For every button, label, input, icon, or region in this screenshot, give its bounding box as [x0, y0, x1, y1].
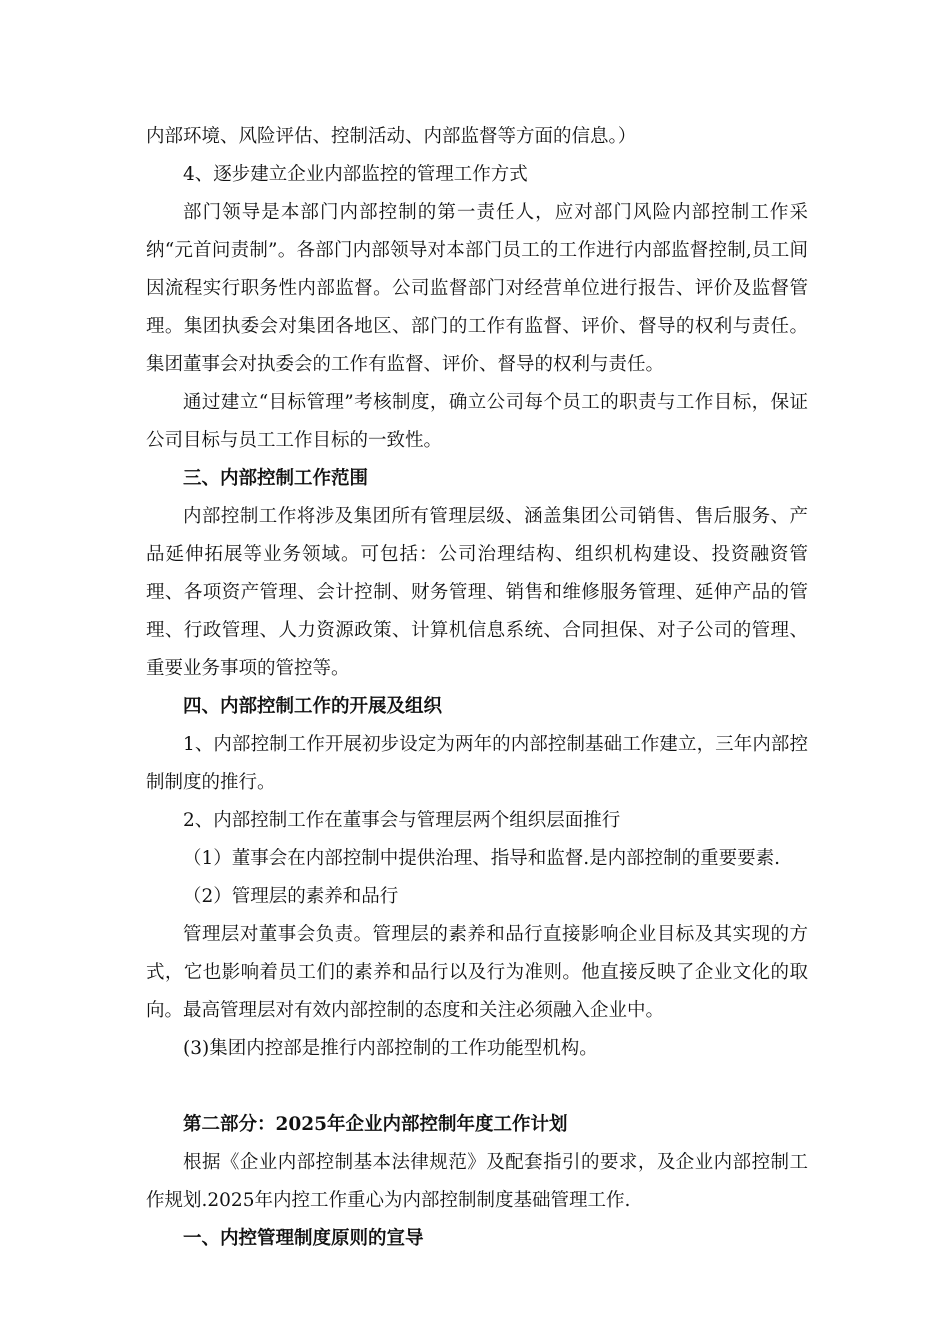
subitem-3-control-dept: (3)集团内控部是推行内部控制的工作功能型机构。	[183, 1038, 598, 1059]
subitem-1-board: （1）董事会在内部控制中提供治理、指导和监督.是内部控制的重要要素.	[183, 848, 781, 869]
part-2-heading: 第二部分：2025年企业内部控制年度工作计划	[183, 1114, 568, 1135]
item-1-timeline: 1、内部控制工作开展初步设定为两年的内部控制基础工作建立，三年内部控制制度的推行。	[146, 734, 808, 793]
paragraph-target-management: 通过建立“目标管理”考核制度，确立公司每个员工的职责与工作目标，保证公司目标与员工工作目标的一致性。	[146, 392, 808, 451]
item-2-levels: 2、内部控制工作在董事会与管理层两个组织层面推行	[183, 810, 621, 831]
section-heading-1-promotion: 一、内控管理制度原则的宣导	[183, 1228, 424, 1249]
document-page	[146, 118, 808, 1258]
subitem-2-management: （2）管理层的素养和品行	[183, 886, 399, 907]
item-4-monitoring-method: 4、逐步建立企业内部监控的管理工作方式	[183, 164, 528, 185]
section-heading-3-scope: 三、内部控制工作范围	[183, 468, 369, 489]
paragraph-basis: 根据《企业内部控制基本法律规范》及配套指引的要求，及企业内部控制工作规划.2025年内控工作重心为内部控制制度基础管理工作.	[146, 1152, 808, 1211]
paragraph-responsibility: 部门领导是本部门内部控制的第一责任人，应对部门风险内部控制工作采纳“元首问责制”。各部门内部领导对本部门员工的工作进行内部监督控制,员工间因流程实行职务性内部监督。公司监督部门对经营单位进行报告、评价及监督管理。集团执委会对集团各地区、部门的工作有监督、评价、督导的权利与责任。集团董事会对执委会的工作有监督、评价、督导的权利与责任。	[146, 202, 808, 375]
spacer	[146, 1068, 808, 1106]
section-heading-4-organization: 四、内部控制工作的开展及组织	[183, 696, 443, 717]
paragraph-internal-info: 内部环境、风险评估、控制活动、内部监督等方面的信息。）	[146, 126, 637, 147]
paragraph-management-quality: 管理层对董事会负责。管理层的素养和品行直接影响企业目标及其实现的方式，它也影响着员工们的素养和品行以及行为准则。他直接反映了企业文化的取向。最高管理层对有效内部控制的态度和关注必须融入企业中。	[146, 924, 808, 1021]
paragraph-scope: 内部控制工作将涉及集团所有管理层级、涵盖集团公司销售、售后服务、产品延伸拓展等业务领域。可包括：公司治理结构、组织机构建设、投资融资管理、各项资产管理、会计控制、财务管理、销售和维修服务管理、延伸产品的管理、行政管理、人力资源政策、计算机信息系统、合同担保、对子公司的管理、重要业务事项的管控等。	[146, 506, 808, 679]
